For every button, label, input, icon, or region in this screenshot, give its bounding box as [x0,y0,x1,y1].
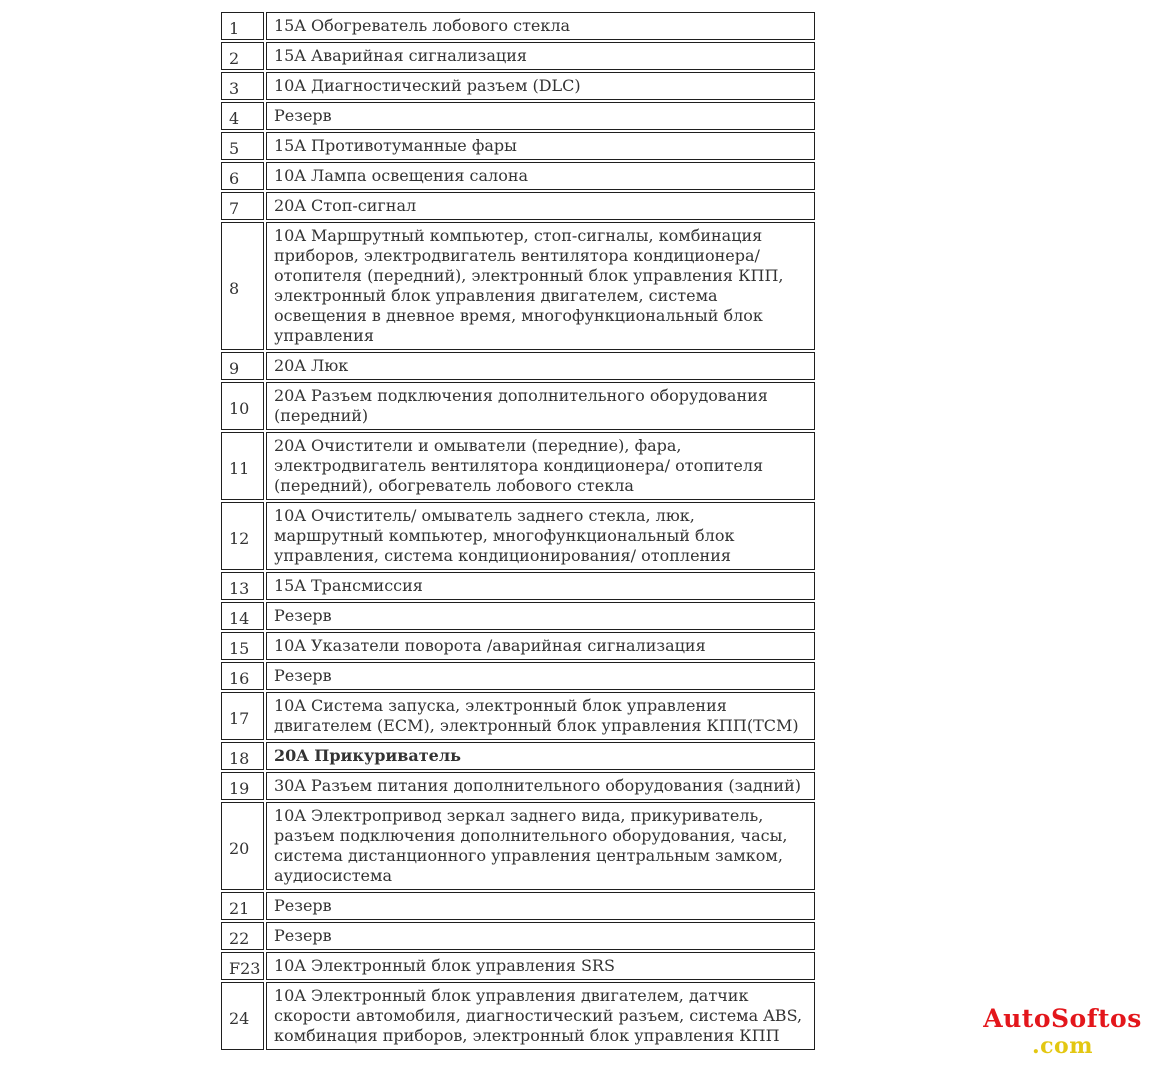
fuse-description: Резерв [266,892,815,920]
table-row [221,502,815,570]
fuse-number: 19 [221,772,264,800]
fuse-number: 18 [221,742,264,770]
table-row [221,952,815,980]
table-row [221,802,815,890]
table-row [221,352,815,380]
watermark-logo [960,1004,1165,1058]
table-row [221,432,815,500]
fuse-description: 20A Прикуриватель [266,742,815,770]
fuse-description: 10A Лампа освещения салона [266,162,815,190]
fuse-description: 15A Противотуманные фары [266,132,815,160]
fuse-number: 12 [221,502,264,570]
table-row [221,382,815,430]
table-row [221,632,815,660]
fuse-description: 10A Электронный блок управления SRS [266,952,815,980]
fuse-description: Резерв [266,922,815,950]
fuse-number: 22 [221,922,264,950]
fuse-number: 21 [221,892,264,920]
fuse-description: 20A Разъем подключения дополнительного оборудования (передний) [266,382,815,430]
fuse-number: 9 [221,352,264,380]
fuse-number: F23 [221,952,264,980]
fuse-description: 10A Маршрутный компьютер, стоп-сигналы, комбинация приборов, электродвигатель вентилятора кондиционера/ отопителя (передний), электронный блок управления КПП, электронный блок управления двигателем, система освещения в дневное время, многофункциональный блок управления [266,222,815,350]
fuse-description: 10A Электронный блок управления двигателем, датчик скорости автомобиля, диагностический разъем, система ABS, комбинация приборов, электронный блок управления КПП [266,982,815,1050]
table-row [221,162,815,190]
fuse-number: 3 [221,72,264,100]
fuse-number: 16 [221,662,264,690]
table-row [221,102,815,130]
fuse-description: 10A Система запуска, электронный блок управления двигателем (ECM), электронный блок управления КПП(TCM) [266,692,815,740]
table-row [221,72,815,100]
fuse-number: 10 [221,382,264,430]
fuse-description: 10A Диагностический разъем (DLC) [266,72,815,100]
fuse-description: 20A Стоп-сигнал [266,192,815,220]
table-row [221,892,815,920]
table-row [221,222,815,350]
table-row [221,42,815,70]
fuse-description: Резерв [266,602,815,630]
table-row [221,982,815,1050]
fuse-description: 10A Электропривод зеркал заднего вида, прикуриватель, разъем подключения дополнительного оборудования, часы, система дистанционного управления центральным замком, аудиосистема [266,802,815,890]
watermark-text: AutoSoftos [983,1004,1142,1033]
fuse-number: 5 [221,132,264,160]
fuse-description: 15A Обогреватель лобового стекла [266,12,815,40]
fuse-number: 6 [221,162,264,190]
fuse-description: Резерв [266,662,815,690]
fuse-description: 15A Аварийная сигнализация [266,42,815,70]
fuse-number: 2 [221,42,264,70]
table-row [221,692,815,740]
fuse-number: 17 [221,692,264,740]
fuse-number: 1 [221,12,264,40]
table-row [221,662,815,690]
table-row [221,742,815,770]
fuse-number: 14 [221,602,264,630]
table-row [221,772,815,800]
fuse-number: 8 [221,222,264,350]
fuse-description: 30A Разъем питания дополнительного оборудования (задний) [266,772,815,800]
fuse-number: 4 [221,102,264,130]
table-row [221,132,815,160]
table-row [221,922,815,950]
fuse-number: 20 [221,802,264,890]
fuse-number: 15 [221,632,264,660]
fuse-number: 7 [221,192,264,220]
fuse-description: 10A Очиститель/ омыватель заднего стекла, люк, маршрутный компьютер, многофункциональный блок управления, система кондиционирования/ отопления [266,502,815,570]
fuse-number: 13 [221,572,264,600]
fuse-table [219,10,817,1052]
fuse-description: 20A Очистители и омыватели (передние), фара, электродвигатель вентилятора кондиционера/ отопителя (передний), обогреватель лобового стекла [266,432,815,500]
table-row [221,192,815,220]
fuse-description: Резерв [266,102,815,130]
fuse-description: 20A Люк [266,352,815,380]
fuse-description: 15A Трансмиссия [266,572,815,600]
watermark-domain: .com [1031,1033,1093,1059]
fuse-description: 10A Указатели поворота /аварийная сигнализация [266,632,815,660]
fuse-number: 11 [221,432,264,500]
table-row [221,602,815,630]
fuse-number: 24 [221,982,264,1050]
table-row [221,572,815,600]
table-row [221,12,815,40]
